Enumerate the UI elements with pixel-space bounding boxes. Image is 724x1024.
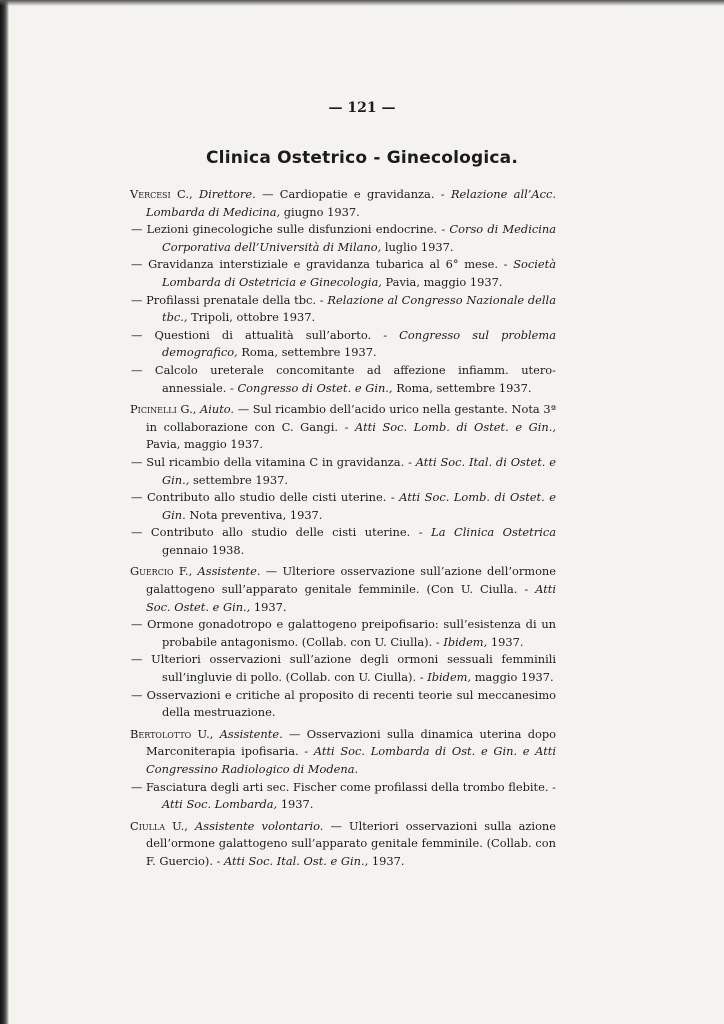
- entry-date: Nota preventiva, 1937.: [189, 507, 323, 522]
- entry-title: Gravidanza interstiziale e gravidanza tubarica al 6° mese. -: [148, 257, 508, 272]
- publication-item: [130, 454, 556, 489]
- dash: —: [131, 362, 143, 377]
- publication-item: [130, 362, 556, 397]
- author-role: Assistente.: [219, 726, 283, 741]
- entry-title: Sul ricambio della vitamina C in gravidanza. -: [146, 454, 412, 469]
- entry-date: Roma, settembre 1937.: [241, 345, 377, 360]
- entry-title: Fasciatura degli arti sec. Fischer come profilassi della trombo flebite. -: [146, 779, 556, 794]
- entry-title: Contributo allo studio delle cisti uterine. -: [150, 525, 423, 540]
- author-name: Vercesi C.,: [130, 187, 193, 201]
- scan-top-edge: [0, 0, 724, 6]
- entry-venue: Ibidem,: [443, 634, 488, 649]
- author-entry: [130, 186, 556, 221]
- publication-item: [130, 779, 556, 814]
- publication-item: [130, 687, 556, 722]
- publication-item: [130, 524, 556, 559]
- entry-date: Tripoli, ottobre 1937.: [191, 310, 316, 325]
- dash: —: [131, 454, 143, 469]
- dash: —: [131, 525, 143, 540]
- entry-title: Contributo allo studio delle cisti uterine. -: [146, 490, 395, 505]
- entry-venue: La Clinica Ostetrica: [431, 525, 557, 540]
- entry-title: Ormone gonadotropo e galattogeno preipofisario: sull’esistenza di un probabile antagonismo. (Collab. con U. Ciulla). -: [147, 617, 556, 649]
- entry-date: 1937.: [371, 853, 405, 868]
- entry-date: Roma, settembre 1937.: [396, 380, 532, 395]
- entry-title: Profilassi prenatale della tbc. -: [146, 292, 324, 307]
- entry-venue: Società Lombarda di Ostetricia e Ginecologia,: [162, 257, 557, 289]
- entry-date: Pavia, maggio 1937.: [146, 437, 263, 452]
- entry-date: settembre 1937.: [192, 472, 288, 487]
- dash: —: [131, 652, 143, 667]
- entry-title: Lezioni ginecologiche sulle disfunzioni endocrine. -: [146, 222, 446, 237]
- author-entry: [130, 401, 556, 454]
- author-entry: [130, 726, 556, 779]
- author-entry: [130, 818, 556, 871]
- entry-title: Osservazioni e critiche al proposito di recenti teorie sul meccanesimo della mestruazione.: [146, 687, 556, 720]
- dash: —: [131, 617, 143, 632]
- dash: —: [131, 257, 143, 272]
- entry-venue: Ibidem,: [427, 670, 472, 685]
- publication-item: [130, 489, 556, 524]
- dash: —: [131, 779, 143, 794]
- author-name: Guercio F.,: [130, 564, 193, 579]
- dash: —: [131, 490, 143, 505]
- entry-venue: Relazione al Congresso Nazionale della tbc.,: [162, 292, 556, 325]
- author-role: Aiuto.: [199, 402, 235, 417]
- dash: —: [131, 222, 143, 237]
- entry-title: Questioni di attualità sull’aborto. -: [154, 327, 388, 342]
- author-name: Bertolotto U.,: [130, 726, 214, 741]
- entry-venue: Atti Soc. Ital. Ost. e Gin.,: [224, 853, 369, 868]
- entry-venue: Corso di Medicina Corporativa dell’Università di Milano,: [162, 222, 556, 254]
- publication-item: [130, 221, 556, 256]
- publication-item: [130, 256, 556, 291]
- entry-venue: Congresso di Ostet. e Gin.,: [237, 380, 393, 395]
- author-role: Assistente.: [197, 564, 261, 579]
- entry-date: 1937.: [280, 797, 314, 812]
- entry-title: — Ulteriore osservazione sull’azione dell’ormone galattogeno sull’apparato genitale femminile. (Con U. Ciulla. -: [146, 564, 556, 597]
- entry-venue: Atti Soc. Lomb. di Ostet. e Gin.: [162, 490, 556, 522]
- entry-title: — Cardiopatie e gravidanza. -: [262, 187, 445, 201]
- author-role: Assistente volontario.: [195, 818, 324, 833]
- entry-date: gennaio 1938.: [162, 542, 245, 557]
- entry-venue: Relazione all’Acc. Lombarda di Medicina,: [146, 187, 556, 219]
- entry-venue: Atti Soc. Ital. di Ostet. e Gin.,: [162, 454, 557, 487]
- entry-title: — Ulteriori osservazioni sulla azione dell’ormone galattogeno sull’apparato genitale femminile. (Collab. con F. Guercio). -: [146, 818, 556, 868]
- entry-title: — Osservazioni sulla dinamica uterina dopo Marconiterapia ipofisaria. -: [146, 726, 557, 759]
- dash: —: [131, 327, 143, 342]
- entry-date: Pavia, maggio 1937.: [385, 274, 503, 289]
- entry-title: — Sul ricambio dell’acido urico nella gestante. Nota 3ª in collaborazione con C. Gangi. -: [146, 402, 557, 434]
- author-entry: [130, 563, 556, 616]
- section-heading: Clinica Ostetrico - Ginecologica.: [205, 148, 519, 168]
- page-number: — 121 —: [328, 100, 396, 116]
- entry-venue: Atti Soc. Lombarda di Ost. e Gin. e Atti Congressino Radiologico di Modena.: [146, 744, 557, 776]
- dash: —: [131, 292, 143, 307]
- entry-venue: Atti Soc. Lomb. di Ostet. e Gin.,: [355, 419, 557, 434]
- entry-date: 1937.: [490, 634, 524, 649]
- publication-list: [130, 186, 556, 871]
- entry-date: 1937.: [253, 599, 287, 614]
- entry-title: Calcolo ureterale concomitante ad affezione infiamm. utero-annessiale. -: [154, 362, 556, 395]
- publication-item: [130, 292, 556, 327]
- entry-venue: Atti Soc. Ostet. e Gin.,: [146, 582, 557, 614]
- entry-venue: Congresso sul problema demografico,: [162, 327, 556, 360]
- author-name: Picinelli G.,: [130, 402, 197, 417]
- author-role: Direttore.: [198, 187, 256, 201]
- dash: —: [131, 687, 143, 702]
- entry-date: maggio 1937.: [474, 670, 554, 685]
- entry-title: Ulteriori osservazioni sull’azione degli ormoni sessuali femminili sull’ingluvie di pollo. (Collab. con U. Ciulla). -: [151, 652, 556, 685]
- entry-date: giugno 1937.: [283, 204, 360, 219]
- author-name: Ciulla U.,: [130, 818, 188, 833]
- publication-item: [130, 651, 556, 686]
- entry-venue: Atti Soc. Lombarda,: [162, 797, 278, 812]
- entry-date: luglio 1937.: [384, 239, 454, 254]
- publication-item: [130, 616, 556, 651]
- publication-item: [130, 327, 556, 362]
